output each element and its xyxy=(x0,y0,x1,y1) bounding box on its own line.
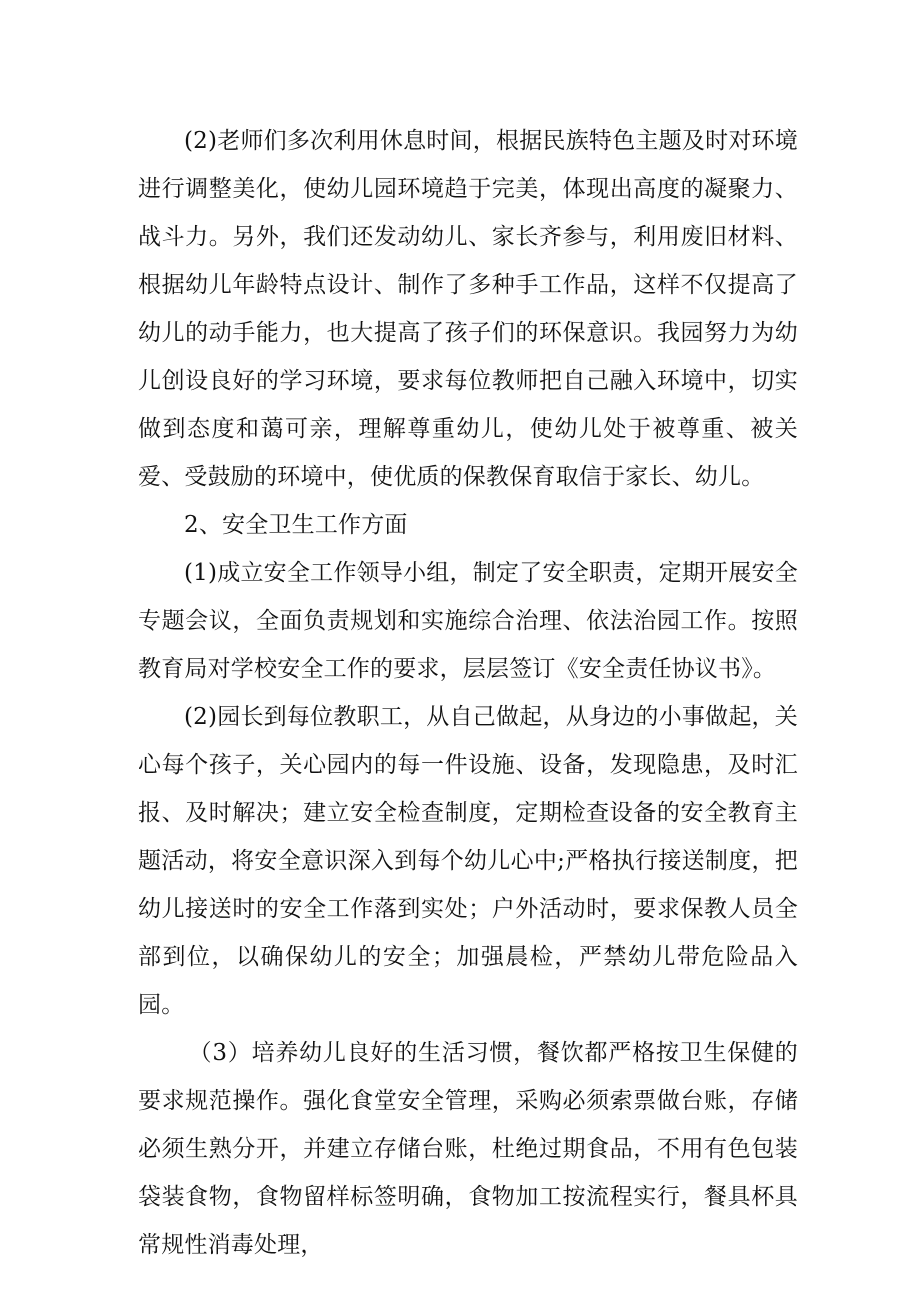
document-body xyxy=(138,117,798,1269)
section-heading-safety-hygiene: 2、安全卫生工作方面 xyxy=(184,512,408,538)
paragraph-safety-leadership: (1)成立安全工作领导小组，制定了安全职责，定期开展安全专题会议，全面负责规划和实施综合治理、依法治园工作。按照教育局对学校安全工作的要求，层层签订《安全责任协议书》。 xyxy=(138,560,798,682)
paragraph-environment: (2)老师们多次利用休息时间，根据民族特色主题及时对环境进行调整美化，使幼儿园环境趋于完美，体现出高度的凝聚力、战斗力。另外，我们还发动幼儿、家长齐参与，利用废旧材料、根据幼儿年龄特点设计、制作了多种手工作品，这样不仅提高了幼儿的动手能力，也大提高了孩子们的环保意识。我园努力为幼儿创设良好的学习环境，要求每位教师把自己融入环境中，切实做到态度和蔼可亲，理解尊重幼儿，使幼儿处于被尊重、被关爱、受鼓励的环境中，使优质的保教保育取信于家长、幼儿。 xyxy=(138,128,798,490)
paragraph-hygiene-habits: （3）培养幼儿良好的生活习惯，餐饮都严格按卫生保健的要求规范操作。强化食堂安全管理，采购必须索票做台账，存储必须生熟分开，并建立存储台账，杜绝过期食品，不用有色包装袋装食物，食物留样标签明确，食物加工按流程实行，餐具杯具常规性消毒处理， xyxy=(138,1040,798,1258)
paragraph-safety-daily: (2)园长到每位教职工，从自己做起，从身边的小事做起，关心每个孩子，关心园内的每一件设施、设备，发现隐患，及时汇报、及时解决；建立安全检查制度，定期检查设备的安全教育主题活动，将安全意识深入到每个幼儿心中;严格执行接送制度，把幼儿接送时的安全工作落到实处；户外活动时，要求保教人员全部到位，以确保幼儿的安全；加强晨检，严禁幼儿带危险品入园。 xyxy=(138,704,798,1018)
